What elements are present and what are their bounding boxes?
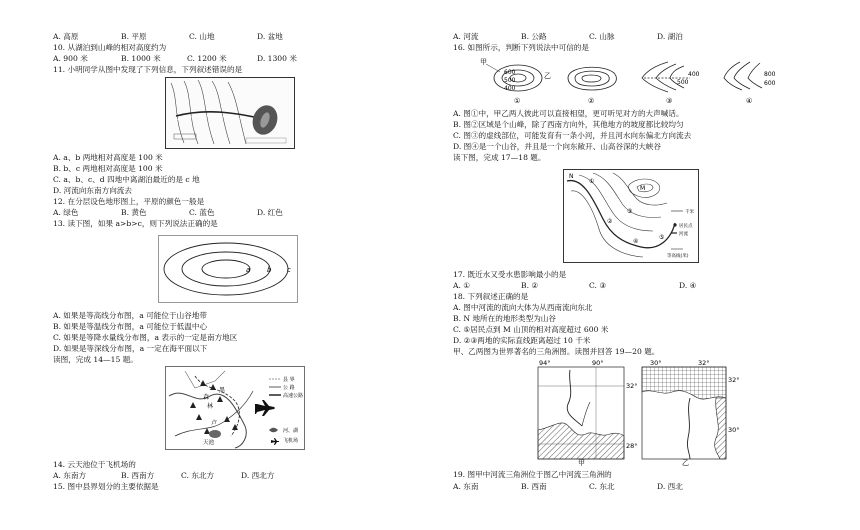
option: C. ③	[589, 281, 607, 290]
map-label-forest-2: 森	[203, 394, 210, 401]
q14-intro: 读图，完成 14—15 题。	[53, 355, 138, 364]
legend-settlement: 居民点	[679, 224, 693, 229]
isoline-ellipses-figure	[158, 235, 298, 303]
site-5: ⑤	[659, 234, 665, 241]
q13-option-d: D. 如果是等深线分布图，a 一定在海平面以下	[53, 344, 208, 353]
option: D. 西北	[657, 482, 683, 491]
option: D. 湖泊	[657, 32, 683, 41]
legend-road: 公 路	[283, 385, 295, 391]
legend-river-lake: 河、湖	[283, 428, 299, 434]
question-12: 12. 在分层设色地形图上，平原的颜色一般是	[53, 197, 205, 206]
q19-options	[453, 483, 683, 491]
label-4: ④	[746, 97, 753, 105]
q16-option-d: D. 图④是一个山谷，并且是一个向东敞开、山高谷深的大峡谷	[453, 142, 662, 151]
map-label-forest-3: 林	[207, 403, 214, 410]
lat-32-a: 32°	[626, 382, 638, 390]
question-14: 14. 云天池位于飞机场的	[53, 460, 136, 469]
option: A. 东南方	[53, 471, 87, 480]
map-label-tianchi: 天池	[203, 440, 215, 446]
question-16: 16. 如图所示，判断下列说法中可信的是	[453, 43, 589, 52]
option: B. 黄色	[121, 208, 147, 217]
option: C. 山脉	[589, 32, 615, 41]
label-a: a	[246, 266, 251, 274]
q13-option-b: B. 如果是等温线分布图，a 可能位于低温中心	[53, 322, 208, 331]
q12-options	[53, 209, 283, 217]
label-2: ②	[588, 97, 595, 105]
four-contour-sketches-figure	[478, 54, 788, 106]
lon-32: 32°	[698, 359, 710, 367]
q11-option-d: D. 河流向东南方向流去	[53, 186, 132, 195]
q18-option-b: B. N 地所在的地形类型为山谷	[453, 314, 556, 323]
option: D. 西北方	[241, 471, 275, 480]
option: B. ②	[521, 281, 539, 290]
option: C. 蓝色	[189, 208, 215, 217]
option: C. 1200 米	[187, 54, 227, 63]
river-contour-map-figure	[563, 169, 699, 263]
option: C. 东北	[589, 482, 615, 491]
option: D. 盆地	[257, 32, 283, 41]
lon-94: 94°	[539, 359, 551, 367]
label-yi-delta: 乙	[682, 459, 689, 466]
label-yi: 乙	[544, 72, 551, 80]
map-label-lu: 卢	[211, 420, 218, 427]
q16-option-a: A. 图①中，甲乙两人彼此可以直接相望，更可听见对方的大声喊话。	[453, 109, 684, 118]
question-19: 19. 图甲中河流三角洲位于图乙中河流三角洲的	[453, 470, 612, 479]
option: B. 1000 米	[121, 54, 161, 63]
q15-options	[453, 33, 683, 41]
q10-options	[53, 55, 297, 63]
question-17: 17. 既近水又受水患影响最小的是	[453, 270, 567, 279]
option: D. 1300 米	[257, 54, 297, 63]
q11-option-b: B. b、c 两地相对高度是 100 米	[53, 164, 163, 173]
option: A. 绿色	[53, 208, 79, 217]
q17-options	[453, 282, 696, 290]
site-3: ③	[627, 208, 633, 215]
lat-32-b: 32°	[728, 376, 740, 384]
legend-river: 河流	[679, 232, 688, 237]
county-map-figure	[165, 366, 305, 450]
question-15: 15. 图中县界划分的主要依据是	[53, 482, 159, 491]
option: A. 东南	[453, 482, 479, 491]
q14-options	[53, 472, 274, 480]
site-4: ④	[633, 238, 639, 245]
q11-option-c: C. a、b、c、d 四地中离湖泊最近的是 c 地	[53, 175, 200, 184]
contour-lake-figure	[165, 77, 295, 149]
q19-intro: 甲、乙两图为世界著名的三角洲图。读图并回答 19—20 题。	[453, 347, 660, 356]
value-500-b: 500	[677, 79, 689, 86]
legend-contour: 等高线(米)	[667, 254, 689, 259]
site-2: ②	[607, 218, 613, 225]
question-10: 10. 从湖泊到山峰的相对高度约为	[53, 43, 167, 52]
value-500: 500	[504, 77, 516, 84]
question-13: 13. 读下图，如果 a>b>c，则下列说法正确的是	[53, 219, 218, 228]
option: A. 900 米	[53, 54, 88, 63]
site-1: ①	[589, 178, 595, 185]
q17-intro: 读下图，完成 17—18 题。	[453, 153, 546, 162]
option: C. 东北方	[181, 471, 215, 480]
lat-28: 28°	[626, 442, 638, 450]
option: B. 西南方	[121, 471, 155, 480]
option: C. 山地	[189, 32, 215, 41]
legend-km: 千米	[685, 210, 694, 215]
q16-option-c: C. 图③的虚线部位，可能发育有一条小河，并且河水向东偏北方向流去	[453, 131, 692, 140]
option: A. 河流	[453, 32, 479, 41]
map-label-forest-1: 黑	[219, 387, 226, 394]
option: D. 红色	[257, 208, 283, 217]
q18-option-c: C. ⑤居民点到 M 山顶的相对高度超过 600 米	[453, 325, 609, 334]
q18-option-a: A. 图中河流的流向大体为从西南流向东北	[453, 303, 593, 312]
legend-county: 县 界	[283, 377, 295, 383]
option: A. 高原	[53, 32, 79, 41]
value-600: 600	[504, 69, 516, 76]
label-jia-delta: 甲	[578, 459, 585, 466]
label-3: ③	[666, 97, 673, 105]
q18-option-d: D. ②③两地的实际直线距离超过 10 千米	[453, 336, 591, 345]
legend-highway: 高速公路	[283, 393, 304, 399]
option: B. 西南	[521, 482, 547, 491]
q9-options	[53, 33, 283, 41]
q13-option-c: C. 如果是等降水量线分布图，a 表示的一定是南方地区	[53, 333, 238, 342]
value-400-b: 400	[688, 71, 700, 78]
delta-maps-figure	[530, 358, 755, 466]
north-label: N	[569, 173, 574, 180]
label-jia: 甲	[480, 58, 487, 66]
q13-option-a: A. 如果是等高线分布图，a 可能位于山谷地带	[53, 311, 207, 320]
label-c: c	[287, 266, 291, 274]
lon-90: 90°	[592, 359, 604, 367]
value-600-b: 600	[764, 80, 776, 87]
question-18: 18. 下列叙述正确的是	[453, 292, 529, 301]
value-800: 800	[764, 71, 776, 78]
legend-airport: 飞机场	[283, 438, 299, 444]
label-b: b	[267, 266, 272, 274]
q16-option-b: B. 图②区域是个山峰，除了西南方向外，其他地方的坡度都比较均匀	[453, 120, 684, 129]
q11-option-a: A. a、b 两地相对高度是 100 米	[53, 153, 163, 162]
label-m: M	[640, 185, 646, 192]
question-11: 11. 小明同学从图中发现了下列信息，下列叙述错误的是	[53, 65, 243, 74]
label-1: ①	[514, 97, 521, 105]
option: A. ①	[453, 281, 471, 290]
option: D. ④	[679, 281, 697, 290]
option: B. 公路	[521, 32, 547, 41]
lat-30: 30°	[728, 426, 740, 434]
lon-30: 30°	[650, 359, 662, 367]
value-400: 400	[504, 85, 516, 92]
option: B. 平原	[121, 32, 147, 41]
